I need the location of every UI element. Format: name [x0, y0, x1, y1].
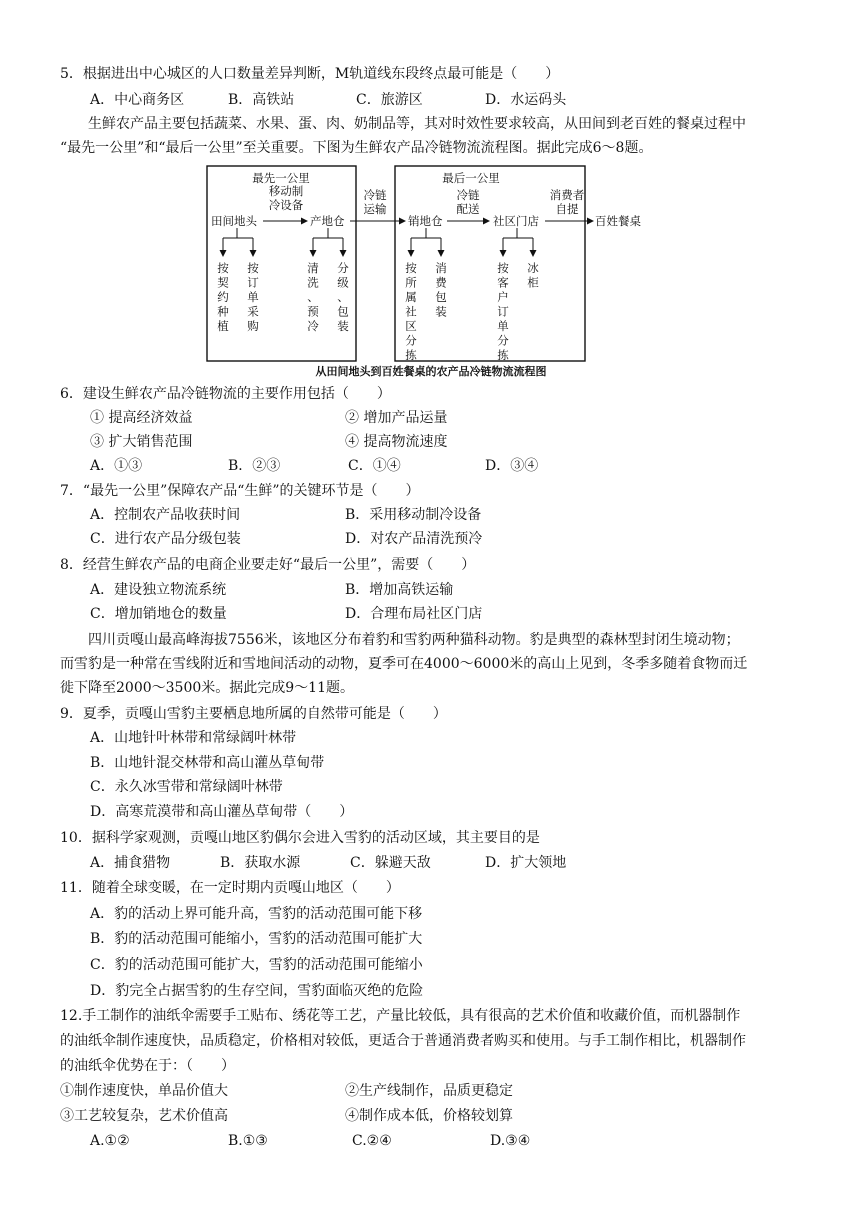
diagram-v3-char: 冷: [307, 319, 319, 333]
first-mile-label: 最先一公里: [252, 171, 310, 185]
sales-warehouse-node: 销地仓: [408, 214, 443, 228]
diagram-v6-char: 包: [435, 290, 447, 304]
diagram-v3-char: 清: [307, 261, 319, 275]
q11-option-a: A．豹的活动上界可能升高，雪豹的活动范围可能下移: [90, 906, 423, 922]
q5-stem: 5．根据进出中心城区的人口数量差异判断，M轨道线东段终点最可能是（ ）: [60, 66, 560, 82]
q11-option-b: B．豹的活动范围可能缩小，雪豹的活动范围可能扩大: [90, 931, 423, 947]
q9-option-a: A．山地针叶林带和常绿阔叶林带: [90, 730, 297, 746]
q6-item-3: ③ 扩大销售范围: [90, 434, 193, 450]
q6-item-2: ② 增加产品运量: [345, 410, 448, 426]
diagram-v5-char: 拣: [405, 348, 417, 362]
diagram-v1-char: 契: [217, 275, 229, 290]
origin-warehouse-node: 产地仓: [310, 214, 345, 228]
diagram-v1-char: 种: [217, 304, 229, 319]
cold-transport-label-1: 冷链: [363, 188, 387, 202]
q11-option-c: C．豹的活动范围可能扩大，雪豹的活动范围可能缩小: [90, 957, 423, 973]
passage2-line2: 而雪豹是一种常在雪线附近和雪地间活动的动物，夏季可在4000～6000米的高山上见到，冬季多随着食物而迁: [60, 656, 748, 672]
diagram-v7-char: 订: [497, 304, 509, 319]
q6-option-c: C．①④: [348, 458, 401, 474]
q12-option-c: C.②④: [352, 1133, 392, 1149]
diagram-v7-char: 单: [497, 319, 509, 333]
q12-line1: 12.手工制作的油纸伞需要手工贴布、绣花等工艺，产量比较低，具有很高的艺术价值和收藏价值，而机器制作: [60, 1008, 741, 1024]
q10-stem: 10．据科学家观测，贡嘎山地区豹偶尔会进入雪豹的活动区域，其主要目的是: [60, 830, 540, 846]
diagram-v7-char: 拣: [497, 348, 509, 362]
diagram-v5-char: 区: [405, 319, 417, 333]
q7-option-d: D．对农产品清洗预冷: [345, 531, 483, 547]
diagram-v2-char: 采: [247, 304, 259, 319]
q12-option-a: A.①②: [90, 1133, 130, 1149]
cold-chain-flow-diagram: [195, 160, 665, 382]
q12-item-2: ②生产线制作，品质更稳定: [345, 1083, 513, 1099]
mobile-cold-label-1: 移动制: [268, 184, 304, 198]
passage2-line1: 四川贡嘎山最高峰海拔7556米，该地区分布着豹和雪豹两种猫科动物。豹是典型的森林型封闭生境动物；: [88, 632, 740, 648]
field-node: 田间地头: [211, 214, 257, 228]
diagram-v1-char: 约: [217, 290, 229, 304]
q11-option-d: D．豹完全占据雪豹的生存空间，雪豹面临灭绝的危险: [90, 983, 424, 999]
diagram-v1-char: 按: [217, 261, 229, 275]
diagram-v7-char: 户: [497, 290, 509, 304]
diagram-v6-char: 装: [435, 304, 447, 319]
diagram-v3-char: 洗: [307, 275, 319, 290]
q12-line2: 的油纸伞制作速度快，品质稳定，价格相对较低，更适合于普通消费者购买和使用。与手工制作相比，机器制作: [60, 1033, 746, 1049]
diagram-v7-char: 客: [497, 275, 509, 290]
diagram-v5-char: 社: [405, 304, 417, 319]
cold-delivery-label-2: 配送: [456, 202, 480, 216]
q5-option-b: B．高铁站: [228, 92, 295, 108]
diagram-v5-char: 属: [405, 290, 417, 304]
q9-option-c: C．永久冰雪带和常绿阔叶林带: [90, 779, 283, 795]
q6-item-1: ① 提高经济效益: [90, 410, 193, 426]
q9-option-d: D．高寒荒漠带和高山灌丛草甸带（ ）: [90, 804, 354, 820]
diagram-v5-char: 所: [405, 275, 417, 290]
mobile-cold-label-2: 冷设备: [268, 198, 304, 212]
diagram-v6-char: 消: [435, 261, 447, 275]
q10-option-d: D．扩大领地: [485, 855, 567, 871]
diagram-v8-char: 冰: [527, 261, 539, 275]
q6-option-a: A．①③: [90, 458, 143, 474]
consumer-pickup-label-2: 自提: [555, 202, 579, 216]
q7-stem: 7．“最先一公里”保障农产品“生鲜”的关键环节是（ ）: [60, 483, 420, 499]
q8-option-d: D．合理布局社区门店: [345, 606, 483, 622]
diagram-v2-char: 按: [247, 261, 259, 275]
q10-option-a: A．捕食猎物: [90, 855, 171, 871]
q6-item-4: ④ 提高物流速度: [345, 434, 448, 450]
q8-option-a: A．建设独立物流系统: [90, 582, 227, 598]
q6-option-b: B．②③: [228, 458, 281, 474]
q10-option-b: B．获取水源: [220, 855, 301, 871]
diagram-v7-char: 按: [497, 261, 509, 275]
q11-stem: 11．随着全球变暖，在一定时期内贡嘎山地区（ ）: [60, 880, 400, 896]
q7-option-c: C．进行农产品分级包装: [90, 531, 241, 547]
q6-stem: 6．建设生鲜农产品冷链物流的主要作用包括（ ）: [60, 386, 391, 402]
diagram-caption: 从田间地头到百姓餐桌的农产品冷链物流流程图: [315, 365, 547, 378]
diagram-v4-char: 、: [337, 290, 349, 304]
q7-option-b: B．采用移动制冷设备: [345, 507, 482, 523]
q12-item-1: ①制作速度快，单品价值大: [60, 1083, 228, 1099]
diagram-v5-char: 分: [405, 333, 417, 348]
q12-option-b: B.①③: [228, 1133, 268, 1149]
diagram-v2-char: 订: [247, 275, 259, 290]
diagram-v2-char: 单: [247, 290, 259, 304]
diagram-v7-char: 分: [497, 333, 509, 348]
q5-option-c: C．旅游区: [356, 92, 423, 108]
diagram-v2-char: 购: [247, 319, 259, 333]
q8-option-c: C．增加销地仓的数量: [90, 606, 227, 622]
q9-option-b: B．山地针混交林带和高山灌丛草甸带: [90, 755, 325, 771]
diagram-v4-char: 包: [337, 304, 349, 319]
q12-line3: 的油纸伞优势在于：（ ）: [60, 1058, 235, 1074]
cold-transport-label-2: 运输: [363, 202, 387, 216]
community-store-node: 社区门店: [493, 214, 539, 228]
diagram-v6-char: 费: [435, 275, 447, 290]
q9-stem: 9．夏季，贡嘎山雪豹主要栖息地所属的自然带可能是（ ）: [60, 706, 447, 722]
q8-stem: 8．经营生鲜农产品的电商企业要走好“最后一公里”，需要（ ）: [60, 557, 476, 573]
diagram-v4-char: 分: [337, 261, 349, 275]
q12-option-d: D.③④: [490, 1133, 531, 1149]
cold-delivery-label-1: 冷链: [456, 188, 480, 202]
q6-option-d: D．③④: [485, 458, 539, 474]
q12-item-4: ④制作成本低，价格较划算: [345, 1108, 513, 1124]
last-mile-label: 最后一公里: [442, 171, 500, 185]
q8-option-b: B．增加高铁运输: [345, 582, 454, 598]
diagram-v1-char: 植: [217, 319, 229, 333]
diagram-v3-char: 预: [307, 304, 319, 319]
q5-option-a: A．中心商务区: [90, 92, 185, 108]
diagram-v8-char: 柜: [527, 275, 539, 290]
q12-item-3: ③工艺较复杂，艺术价值高: [60, 1108, 228, 1124]
q7-option-a: A．控制农产品收获时间: [90, 507, 241, 523]
table-node: 百姓餐桌: [595, 214, 641, 228]
diagram-v5-char: 按: [405, 261, 417, 275]
passage2-line3: 徙下降至2000～3500米。据此完成9～11题。: [60, 680, 354, 696]
diagram-v4-char: 装: [337, 319, 349, 333]
diagram-v3-char: 、: [307, 290, 319, 304]
passage1-line2: “最先一公里”和“最后一公里”至关重要。下图为生鲜农产品冷链物流流程图。据此完成6～8题。: [60, 140, 653, 156]
q10-option-c: C．躲避天敌: [350, 855, 431, 871]
diagram-v4-char: 级: [337, 275, 349, 290]
passage1-line1: 生鲜农产品主要包括蔬菜、水果、蛋、肉、奶制品等，其对时效性要求较高，从田间到老百姓的餐桌过程中: [88, 116, 746, 132]
q5-option-d: D．水运码头: [485, 92, 567, 108]
consumer-pickup-label-1: 消费者: [549, 188, 585, 202]
